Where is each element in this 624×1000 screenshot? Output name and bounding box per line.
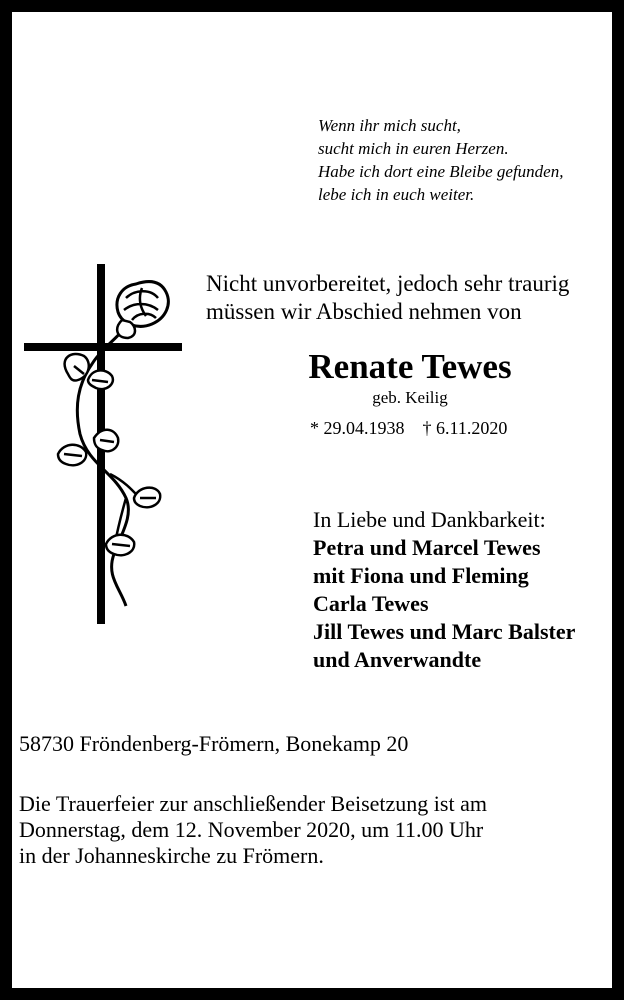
poem-line: lebe ich in euch weiter.: [318, 185, 475, 204]
mourner-line: mit Fiona und Fleming: [313, 563, 529, 588]
cross-with-rose-icon: [18, 258, 193, 630]
life-dates: [310, 416, 570, 440]
service-line: in der Johanneskirche zu Frömern.: [19, 843, 324, 868]
mourners-heading: In Liebe und Dankbarkeit:: [313, 507, 546, 532]
mourners-block: [313, 506, 613, 674]
mourner-line: Jill Tewes und Marc Balster: [313, 619, 576, 644]
service-line: Donnerstag, dem 12. November 2020, um 11.00 Uhr: [19, 817, 484, 842]
funeral-service-info: [19, 791, 609, 869]
memorial-poem: [318, 114, 608, 206]
maiden-name: geb. Keilig: [372, 388, 448, 407]
mourner-line: und Anverwandte: [313, 647, 482, 672]
service-line: Die Trauerfeier zur anschließender Beisetzung ist am: [19, 791, 487, 816]
mourner-line: Carla Tewes: [313, 591, 429, 616]
poem-line: Habe ich dort eine Bleibe gefunden,: [318, 162, 564, 181]
intro-line: müssen wir Abschied nehmen von: [206, 299, 522, 324]
poem-line: Wenn ihr mich sucht,: [318, 116, 461, 135]
intro-text: [206, 270, 606, 326]
family-address: 58730 Fröndenberg-Frömern, Bonekamp 20: [19, 731, 409, 756]
poem-line: sucht mich in euren Herzen.: [318, 139, 509, 158]
birth-date: * 29.04.1938: [310, 418, 405, 438]
deceased-name: Renate Tewes: [308, 347, 512, 386]
mourner-line: Petra und Marcel Tewes: [313, 535, 541, 560]
intro-line: Nicht unvorbereitet, jedoch sehr traurig: [206, 271, 570, 296]
death-date: † 6.11.2020: [422, 418, 508, 438]
